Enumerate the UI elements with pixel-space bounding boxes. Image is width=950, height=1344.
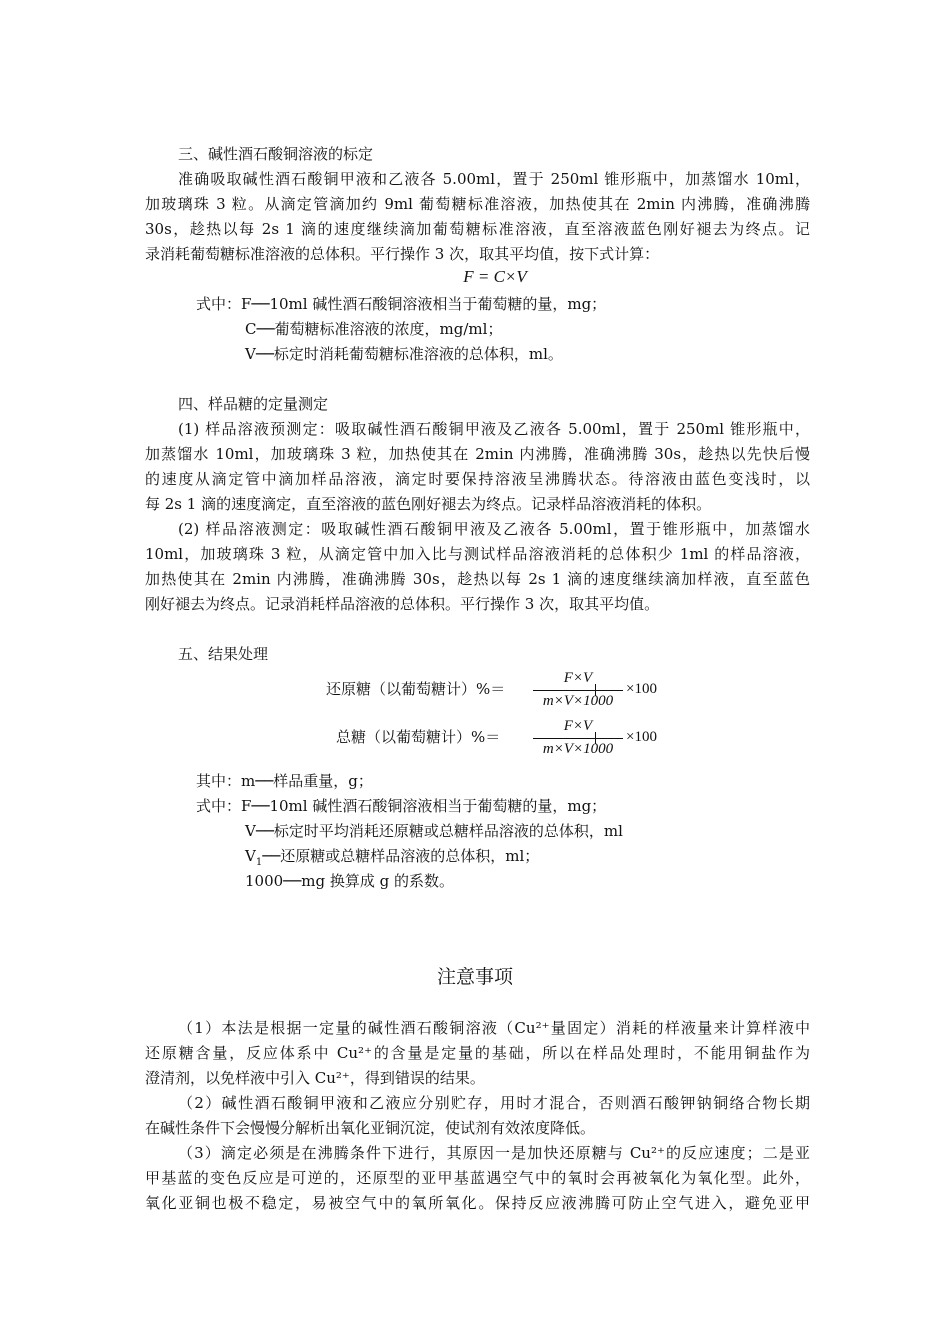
section5-def-1000: 1000──mg 换算成 g 的系数。	[245, 872, 454, 890]
section3-def-f: 式中：F──10ml 碱性酒石酸铜溶液相当于葡萄糖的量，mg；	[196, 295, 607, 313]
section5-def-v: V──标定时平均消耗还原糖或总糖样品溶液的总体积，ml	[245, 822, 623, 840]
formula1-numerator: F×V	[563, 670, 593, 686]
section5-def-m: 其中：m──样品重量，g；	[196, 772, 373, 790]
formula2-numerator: F×V	[563, 718, 593, 734]
v1-symbol: V	[245, 847, 256, 865]
formula1-label: 还原糖（以葡萄糖计）%＝	[326, 680, 506, 698]
section5-def-f: 式中：F──10ml 碱性酒石酸铜溶液相当于葡萄糖的量，mg；	[196, 797, 607, 815]
notes-title: 注意事项	[436, 966, 513, 988]
section4-line-8: 刚好褪去为终点。记录消耗样品溶液的总体积。平行操作 3 次，取其平均值。	[145, 595, 660, 613]
v1-subscript: 1	[255, 857, 263, 868]
note3-line-3: 氧化亚铜也极不稳定，易被空气中的氧所氧化。保持反应液沸腾可防止空气进入，避免亚甲	[145, 1194, 810, 1212]
section4-line-3: 的速度从滴定管中滴加样品溶液，滴定时要保持溶液呈沸腾状态。待溶液由蓝色变浅时，以	[145, 470, 810, 488]
formula1-denominator: m×V×1000	[542, 693, 614, 709]
v1-definition: ──还原糖或总糖样品溶液的总体积，ml；	[262, 847, 540, 865]
section4-line-5: (2) 样品溶液测定：吸取碱性酒石酸铜甲液及乙液各 5.00ml，置于锥形瓶中，加蒸馏水	[178, 520, 810, 538]
section3-heading: 三、碱性酒石酸铜溶液的标定	[178, 145, 374, 163]
note3-line-1: （3）滴定必须是在沸腾条件下进行，其原因一是加快还原糖与 Cu²⁺的反应速度；二是亚	[178, 1144, 810, 1162]
section4-line-2: 加蒸馏水 10ml，加玻璃珠 3 粒，加热使其在 2min 内沸腾，准确沸腾 30s，趁热以先快后慢	[145, 445, 810, 463]
section4-line-6: 10ml，加玻璃珠 3 粒，从滴定管中加入比与测试样品溶液消耗的总体积少 1ml 的样品溶液，	[145, 545, 810, 563]
section4-line-7: 加热使其在 2min 内沸腾，准确沸腾 30s，趁热以每 2s 1 滴的速度继续滴加样液，直至蓝色	[145, 570, 810, 588]
section5-heading: 五、结果处理	[178, 645, 269, 663]
section3-line-2: 加玻璃珠 3 粒。从滴定管滴加约 9ml 葡萄糖标准溶液，加热使其在 2min 内沸腾，准确沸腾	[145, 195, 810, 213]
section3-def-c: C──葡萄糖标准溶液的浓度，mg/ml；	[245, 320, 503, 338]
note2-line-1: （2）碱性酒石酸铜甲液和乙液应分别贮存，用时才混合，否则酒石酸钾钠铜络合物长期	[178, 1094, 810, 1112]
section3-def-v: V──标定时消耗葡萄糖标准溶液的总体积，ml。	[245, 345, 563, 363]
note2-line-2: 在碱性条件下会慢慢分解析出氧化亚铜沉淀，使试剂有效浓度降低。	[145, 1119, 596, 1137]
note3-line-2: 甲基蓝的变色反应是可逆的，还原型的亚甲基蓝遇空气中的氧时会再被氧化为氧化型。此外，	[145, 1169, 810, 1187]
formula-f-equals-cv: F = C×V	[463, 267, 527, 286]
section3-line-3: 30s，趁热以每 2s 1 滴的速度继续滴加葡萄糖标准溶液，直至溶液蓝色刚好褪去为终点。记	[145, 220, 810, 238]
formula2-denominator: m×V×1000	[542, 741, 614, 757]
formula2-label: 总糖（以葡萄糖计）%＝	[336, 728, 501, 746]
section4-line-1: (1) 样品溶液预测定：吸取碱性酒石酸铜甲液及乙液各 5.00ml，置于 250ml 锥形瓶中，	[178, 420, 810, 438]
formula2-multiplier: ×100	[626, 729, 657, 745]
note1-line-2: 还原糖含量，反应体系中 Cu²⁺的含量是定量的基础，所以在样品处理时，不能用铜盐作为	[145, 1044, 810, 1062]
section3-line-4: 录消耗葡萄糖标准溶液的总体积。平行操作 3 次，取其平均值，按下式计算：	[145, 245, 660, 263]
note1-line-3: 澄清剂，以免样液中引入 Cu²⁺，得到错误的结果。	[145, 1069, 485, 1087]
formula1-multiplier: ×100	[626, 681, 657, 697]
section4-heading: 四、样品糖的定量测定	[178, 395, 329, 413]
section3-line-1: 准确吸取碱性酒石酸铜甲液和乙液各 5.00ml，置于 250ml 锥形瓶中，加蒸馏水 10ml，	[178, 170, 810, 188]
formula1-fraction	[533, 668, 623, 712]
section4-line-4: 每 2s 1 滴的速度滴定，直至溶液的蓝色刚好褪去为终点。记录样品溶液消耗的体积。	[145, 495, 712, 513]
formula2-fraction	[533, 716, 623, 760]
note1-line-1: （1）本法是根据一定量的碱性酒石酸铜溶液（Cu²⁺量固定）消耗的样液量来计算样液中	[178, 1019, 810, 1037]
